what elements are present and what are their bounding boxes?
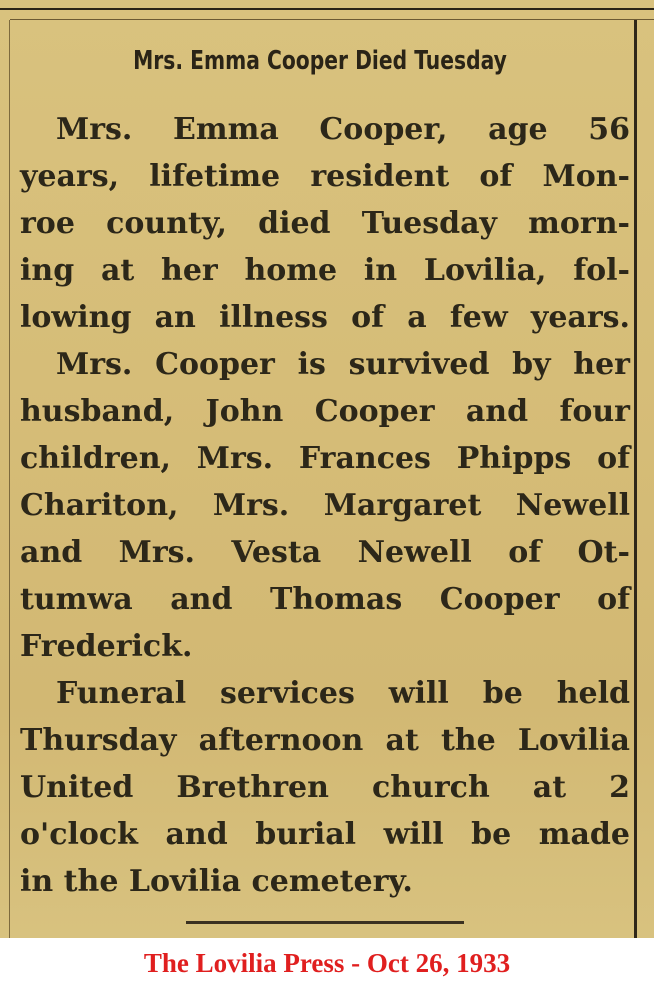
paragraph-1-line-2: years, lifetime resident of Mon- [20,159,630,194]
paragraph-3-line-1: Funeral services will be held [56,676,630,711]
paragraph-2-line-5: and Mrs. Vesta Newell of Ot- [20,535,630,570]
paragraph-2-line-7: Frederick. [20,629,193,664]
left-column-rule [9,20,10,938]
paragraph-1-line-1: Mrs. Emma Cooper, age 56 [56,112,630,147]
paragraph-2-line-1: Mrs. Cooper is survived by her [56,347,630,382]
source-caption: The Lovilia Press - Oct 26, 1933 [143,948,511,978]
paragraph-2-line-6: tumwa and Thomas Cooper of [20,582,630,617]
top-thin-rule [10,19,654,20]
paragraph-1-line-3: roe county, died Tuesday morn- [20,206,630,241]
paragraph-3-line-4: o'clock and burial will be made [20,817,630,852]
right-column-rule [634,20,637,938]
paragraph-1-line-4: ing at her home in Lovilia, fol- [20,253,630,288]
paragraph-2-line-4: Chariton, Mrs. Margaret Newell [20,488,630,523]
headline: Mrs. Emma Cooper Died Tuesday [133,46,507,76]
paragraph-3-line-5: in the Lovilia cemetery. [20,864,413,899]
paragraph-2-line-3: children, Mrs. Frances Phipps of [20,441,630,476]
end-of-article-rule [186,921,464,924]
top-column-rule [0,8,654,10]
paragraph-3-line-3: United Brethren church at 2 [20,770,630,805]
paragraph-1-line-5: lowing an illness of a few years. [20,300,630,335]
paragraph-2-line-2: husband, John Cooper and four [20,394,630,429]
paragraph-3-line-2: Thursday afternoon at the Lovilia [20,723,630,758]
